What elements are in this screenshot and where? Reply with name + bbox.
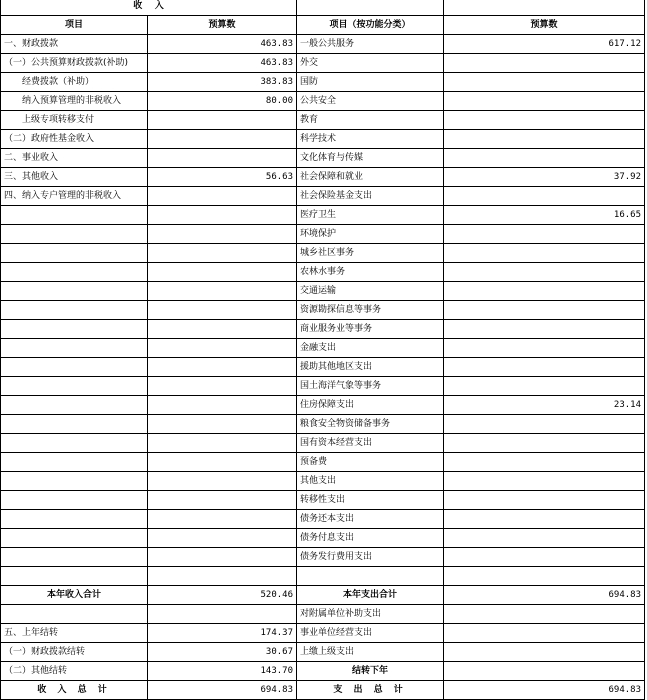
income-label: （二）其他结转	[1, 662, 148, 681]
grand-total-row	[1, 681, 645, 700]
table-row	[1, 358, 645, 377]
income-caption: 收 入	[1, 0, 297, 16]
table-row	[1, 320, 645, 339]
expense-value	[444, 149, 645, 168]
income-value	[148, 320, 297, 339]
income-value	[148, 548, 297, 567]
expense-value	[444, 263, 645, 282]
income-value	[148, 339, 297, 358]
income-label: 上级专项转移支付	[1, 111, 148, 130]
income-label: （一）财政拨款结转	[1, 643, 148, 662]
expense-value	[444, 111, 645, 130]
table-row	[1, 225, 645, 244]
income-value	[148, 244, 297, 263]
expense-label: 债务付息支出	[297, 529, 444, 548]
income-label	[1, 567, 148, 586]
income-label: （二）政府性基金收入	[1, 130, 148, 149]
income-label: 四、纳入专户管理的非税收入	[1, 187, 148, 206]
income-label: 二、事业收入	[1, 149, 148, 168]
expense-label: 交通运输	[297, 282, 444, 301]
expense-label	[297, 567, 444, 586]
expense-label: 支 出 总 计	[297, 681, 444, 700]
expense-value	[444, 358, 645, 377]
table-row	[1, 168, 645, 187]
table-row	[1, 377, 645, 396]
expense-label: 教育	[297, 111, 444, 130]
table-row	[1, 567, 645, 586]
income-value	[148, 358, 297, 377]
expense-label: 资源勘探信息等事务	[297, 301, 444, 320]
expense-value	[444, 453, 645, 472]
income-value: 520.46	[148, 586, 297, 605]
table-row	[1, 453, 645, 472]
income-budget-header: 预算数	[148, 16, 297, 35]
table-row	[1, 510, 645, 529]
income-label: 收 入 总 计	[1, 681, 148, 700]
income-label	[1, 491, 148, 510]
expense-label: 社会保障和就业	[297, 168, 444, 187]
expense-value	[444, 662, 645, 681]
expense-value	[444, 301, 645, 320]
expense-value	[444, 130, 645, 149]
expense-value	[444, 605, 645, 624]
expense-value	[444, 73, 645, 92]
expense-value	[444, 548, 645, 567]
table-row	[1, 73, 645, 92]
income-label	[1, 396, 148, 415]
expense-label: 外交	[297, 54, 444, 73]
table-row	[1, 624, 645, 643]
expense-label: 援助其他地区支出	[297, 358, 444, 377]
header-row	[1, 16, 645, 35]
income-value	[148, 130, 297, 149]
expense-value: 694.83	[444, 586, 645, 605]
table-row	[1, 187, 645, 206]
income-value	[148, 263, 297, 282]
income-value	[148, 396, 297, 415]
expense-label: 其他支出	[297, 472, 444, 491]
expense-label: 事业单位经营支出	[297, 624, 444, 643]
income-value: 80.00	[148, 92, 297, 111]
table-row	[1, 472, 645, 491]
expense-label: 农林水事务	[297, 263, 444, 282]
income-label: 三、其他收入	[1, 168, 148, 187]
income-label: 五、上年结转	[1, 624, 148, 643]
income-value: 383.83	[148, 73, 297, 92]
expense-value	[444, 529, 645, 548]
expense-label: 上缴上级支出	[297, 643, 444, 662]
expense-label: 城乡社区事务	[297, 244, 444, 263]
expense-value: 23.14	[444, 396, 645, 415]
table-row	[1, 130, 645, 149]
income-label	[1, 358, 148, 377]
income-value	[148, 149, 297, 168]
expense-value	[444, 434, 645, 453]
income-value	[148, 434, 297, 453]
expense-label: 商业服务业等事务	[297, 320, 444, 339]
table-row	[1, 548, 645, 567]
expense-item-header: 项目（按功能分类）	[297, 16, 444, 35]
table-row	[1, 339, 645, 358]
table-row	[1, 263, 645, 282]
income-item-header: 项目	[1, 16, 148, 35]
income-label	[1, 244, 148, 263]
expense-label: 国土海洋气象等事务	[297, 377, 444, 396]
expense-value	[444, 187, 645, 206]
income-value	[148, 491, 297, 510]
table-row	[1, 415, 645, 434]
expense-label: 本年支出合计	[297, 586, 444, 605]
income-label	[1, 206, 148, 225]
income-value	[148, 567, 297, 586]
expense-value: 694.83	[444, 681, 645, 700]
income-value	[148, 529, 297, 548]
income-value	[148, 510, 297, 529]
year-total-row	[1, 586, 645, 605]
income-label: 纳入预算管理的非税收入	[1, 92, 148, 111]
income-value	[148, 377, 297, 396]
expense-label: 医疗卫生	[297, 206, 444, 225]
income-label	[1, 605, 148, 624]
expense-label: 债务发行费用支出	[297, 548, 444, 567]
income-value: 56.63	[148, 168, 297, 187]
expense-value	[444, 415, 645, 434]
expense-value	[444, 339, 645, 358]
income-label	[1, 339, 148, 358]
carry-over-row	[1, 662, 645, 681]
caption-row	[1, 0, 645, 16]
income-value: 463.83	[148, 54, 297, 73]
expense-value	[444, 244, 645, 263]
expense-value: 37.92	[444, 168, 645, 187]
expense-label: 转移性支出	[297, 491, 444, 510]
expense-label: 国有资本经营支出	[297, 434, 444, 453]
income-label	[1, 225, 148, 244]
expense-label: 公共安全	[297, 92, 444, 111]
income-value	[148, 187, 297, 206]
income-label: 一、财政拨款	[1, 35, 148, 54]
income-label	[1, 282, 148, 301]
income-label: （一）公共预算财政拨款(补助)	[1, 54, 148, 73]
income-value	[148, 282, 297, 301]
income-label: 本年收入合计	[1, 586, 148, 605]
expense-budget-header: 预算数	[444, 16, 645, 35]
table-row	[1, 54, 645, 73]
expense-label: 国防	[297, 73, 444, 92]
table-row	[1, 643, 645, 662]
expense-label: 预备费	[297, 453, 444, 472]
table-row	[1, 92, 645, 111]
expense-value	[444, 225, 645, 244]
expense-label: 社会保险基金支出	[297, 187, 444, 206]
table-row	[1, 605, 645, 624]
expense-label: 住房保障支出	[297, 396, 444, 415]
expense-value	[444, 567, 645, 586]
expense-label: 金融支出	[297, 339, 444, 358]
expense-label: 科学技术	[297, 130, 444, 149]
expense-value	[444, 320, 645, 339]
expense-label: 文化体育与传媒	[297, 149, 444, 168]
expense-label: 对附属单位补助支出	[297, 605, 444, 624]
table-row	[1, 491, 645, 510]
income-value	[148, 225, 297, 244]
income-value	[148, 301, 297, 320]
income-value: 174.37	[148, 624, 297, 643]
expense-value	[444, 92, 645, 111]
income-label: 经费拨款（补助）	[1, 73, 148, 92]
income-value	[148, 415, 297, 434]
table-row	[1, 434, 645, 453]
expense-label: 环境保护	[297, 225, 444, 244]
expense-value	[444, 624, 645, 643]
expense-value: 617.12	[444, 35, 645, 54]
income-label	[1, 548, 148, 567]
income-label	[1, 320, 148, 339]
expense-value	[444, 282, 645, 301]
income-label	[1, 415, 148, 434]
expense-value	[444, 54, 645, 73]
table-row	[1, 396, 645, 415]
table-row	[1, 149, 645, 168]
income-label	[1, 301, 148, 320]
expense-label: 粮食安全物资储备事务	[297, 415, 444, 434]
table-row	[1, 35, 645, 54]
expense-value	[444, 472, 645, 491]
expense-label: 一般公共服务	[297, 35, 444, 54]
expense-value	[444, 510, 645, 529]
expense-value: 16.65	[444, 206, 645, 225]
expense-label: 债务还本支出	[297, 510, 444, 529]
income-label	[1, 510, 148, 529]
income-value: 143.70	[148, 662, 297, 681]
income-label	[1, 453, 148, 472]
income-value: 30.67	[148, 643, 297, 662]
income-value	[148, 605, 297, 624]
expense-value	[444, 491, 645, 510]
income-label	[1, 434, 148, 453]
table-row	[1, 244, 645, 263]
income-value	[148, 206, 297, 225]
income-value: 694.83	[148, 681, 297, 700]
table-row	[1, 282, 645, 301]
income-value: 463.83	[148, 35, 297, 54]
income-label	[1, 263, 148, 282]
income-value	[148, 472, 297, 491]
expense-label: 结转下年	[297, 662, 444, 681]
expense-value	[444, 377, 645, 396]
table-row	[1, 206, 645, 225]
expense-value	[444, 643, 645, 662]
income-label	[1, 529, 148, 548]
income-label	[1, 377, 148, 396]
table-row	[1, 111, 645, 130]
table-row	[1, 301, 645, 320]
income-value	[148, 453, 297, 472]
income-value	[148, 111, 297, 130]
income-label	[1, 472, 148, 491]
table-row	[1, 529, 645, 548]
